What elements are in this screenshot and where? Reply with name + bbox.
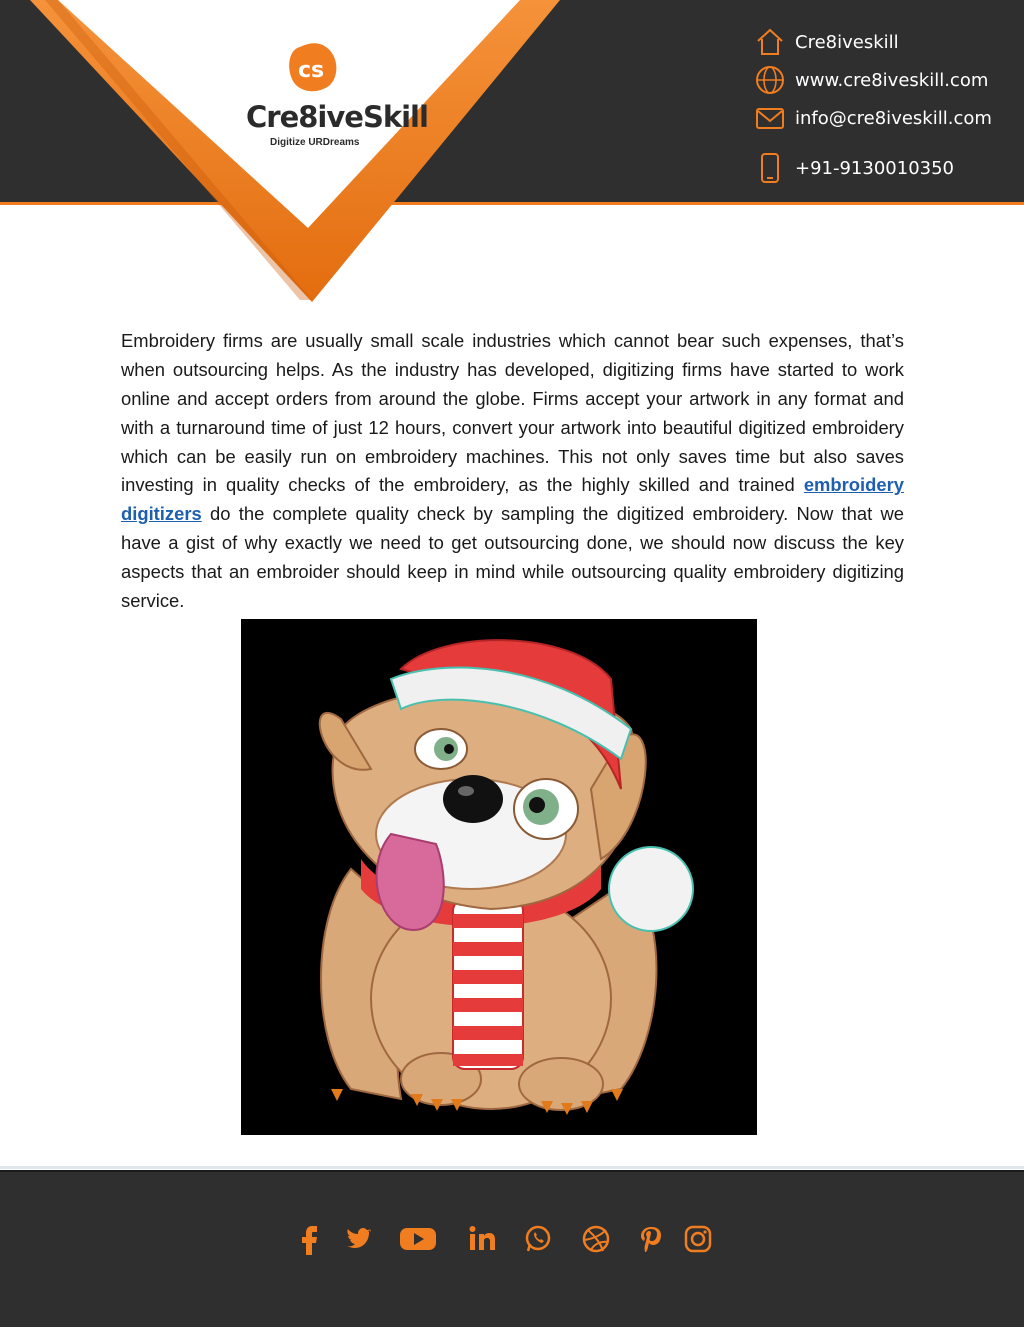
instagram-icon[interactable] xyxy=(681,1222,715,1256)
linkedin-icon[interactable] xyxy=(465,1222,499,1256)
home-icon xyxy=(754,26,786,58)
phone-icon xyxy=(754,152,786,184)
twitter-icon[interactable] xyxy=(341,1222,375,1256)
contact-company[interactable] xyxy=(754,26,899,58)
contact-website-text: www.cre8iveskill.com xyxy=(795,69,989,91)
brand-tagline: Digitize URDreams xyxy=(270,137,360,148)
pinterest-icon[interactable] xyxy=(634,1222,668,1256)
article-text-after-link: do the complete quality check by sampling the digitized embroidery. Now that we have a gist of why exactly we need to get outsourcing done, we should now discuss the key aspects that an embroider should keep in mind while outsourcing quality embroidery digitizing service. xyxy=(121,503,904,611)
contact-phone-text: +91-9130010350 xyxy=(795,157,955,179)
contact-company-text: Cre8iveskill xyxy=(795,31,899,53)
youtube-icon[interactable] xyxy=(398,1222,438,1256)
brand-wordmark: Cre8iveSkill xyxy=(246,100,428,134)
contact-email[interactable] xyxy=(754,102,992,134)
puppy-embroidery-image xyxy=(241,619,757,1135)
svg-text:cs: cs xyxy=(298,58,325,83)
contact-phone[interactable] xyxy=(754,152,954,184)
contact-email-text: info@cre8iveskill.com xyxy=(795,107,992,129)
article-paragraph xyxy=(121,327,904,615)
mail-icon xyxy=(754,102,786,134)
footer-top-line xyxy=(0,1166,1024,1169)
embroidery-digitizers-link[interactable]: embroidery digitizers xyxy=(121,474,904,525)
dribbble-icon[interactable] xyxy=(579,1222,613,1256)
article-text-before-link: Embroidery firms are usually small scale industries which cannot bear such expenses, that’s when outsourcing helps. As the industry has developed, digitizing firms have started to work online and accept orders from around the globe. Firms accept your artwork in any format and with a turnaround time of just 12 hours, convert your artwork into beautiful digitized embroidery which can be easily run on embroidery machines. This not only saves time but also saves investing in quality checks of the embroidery, as the highly skilled and trained xyxy=(121,330,904,496)
whatsapp-icon[interactable] xyxy=(521,1222,555,1256)
footer-band xyxy=(0,1170,1024,1327)
globe-icon xyxy=(754,64,786,96)
embroidery-image xyxy=(241,619,757,1135)
facebook-icon[interactable] xyxy=(293,1222,327,1256)
contact-website[interactable] xyxy=(754,64,988,96)
